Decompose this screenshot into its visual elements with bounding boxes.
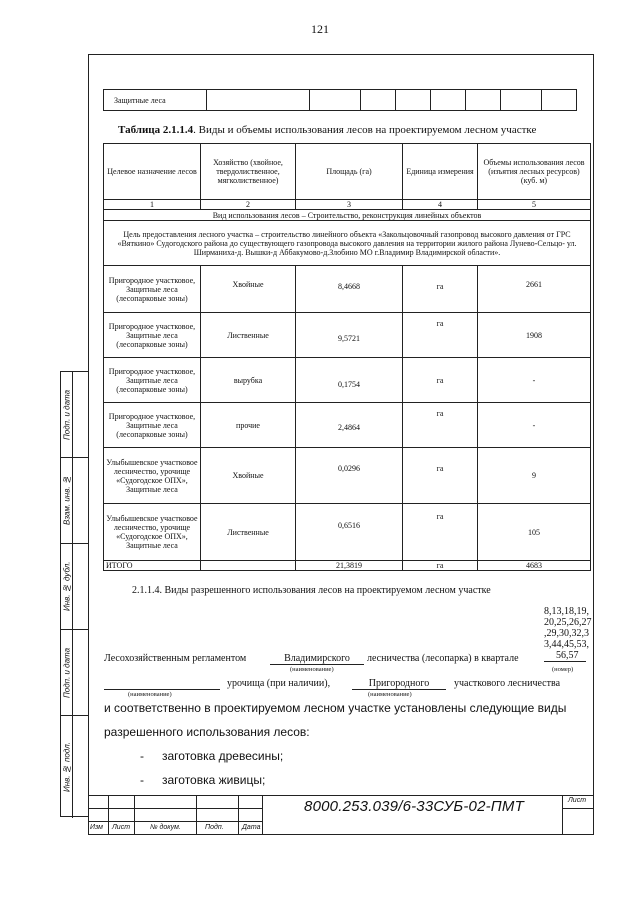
cell-purpose: Пригородное участковое, Защитные леса (лесопарковые зоны) (104, 403, 201, 448)
usage-type: Вид использования лесов – Строительство, реконструкция линейных объектов (104, 210, 591, 221)
stamp-line (108, 795, 109, 835)
total-area: 21,3819 (296, 561, 403, 571)
hint-name: (наименование) (368, 691, 412, 698)
total-label: ИТОГО (104, 561, 201, 571)
cell-purpose: Улыбышевское участковое лесничество, урочище «Судогодское ОПХ», Защитные леса (104, 448, 201, 504)
side-stamp-label-box (61, 716, 73, 818)
bullet-dash: - (140, 773, 144, 787)
side-stamp-label-box (61, 544, 73, 629)
cell-volume: - (478, 403, 591, 448)
side-stamp-label-box (61, 372, 73, 457)
table-cell (542, 90, 577, 111)
table-row (104, 90, 577, 111)
side-stamp-label: Подп. и дата (62, 647, 72, 698)
side-stamp-label: Инв. № подл. (62, 742, 72, 792)
cell-area: 8,4668 (296, 266, 403, 313)
cell-purpose: Пригородное участковое, Защитные леса (лесопарковые зоны) (104, 266, 201, 313)
table-cell (466, 90, 501, 111)
total-unit: га (403, 561, 478, 571)
stamp-col-label: Подп. (205, 824, 224, 831)
side-stamp-label: Подп. и дата (62, 389, 72, 440)
table-caption-text: . Виды и объемы использования лесов на проектируемом лесном участке (193, 124, 537, 136)
cell-volume: 105 (478, 504, 591, 561)
cell-unit: га (403, 504, 478, 561)
cell-area: 0,6516 (296, 504, 403, 561)
stamp-line (88, 821, 262, 822)
table-row (104, 266, 591, 313)
regulation-line-start: Лесохозяйственным регламентом (104, 653, 247, 664)
stamp-line (562, 795, 563, 835)
side-stamp-cell (61, 716, 89, 818)
header-area: Площадь (га) (296, 144, 403, 200)
section-heading: 2.1.1.4. Виды разрешенного использования лесов на проектируемом лесном участке (132, 585, 491, 596)
col-number: 5 (478, 200, 591, 210)
cell-type: Хвойные (201, 448, 296, 504)
stamp-col-label: Дата (242, 824, 261, 831)
header-volume: Объемы использования лесов (изъятия лесных ресурсов) (куб. м) (478, 144, 591, 200)
cell-volume: 9 (478, 448, 591, 504)
table-caption-label: Таблица 2.1.1.4 (118, 124, 194, 136)
hint-number: (номер) (552, 666, 574, 673)
usage-type-row (104, 210, 591, 221)
table-row (104, 403, 591, 448)
cell-volume: 2661 (478, 266, 591, 313)
cell-type: Лиственные (201, 313, 296, 358)
blank-line (104, 689, 220, 690)
usage-purpose: Цель предоставления лесного участка – строительство линейного объекта «Закольцовочный газопровод высокого давления от ГРС «Вяткино» Судогодского района до существующего газопровода высокого давления на территории жилого района Лунево-Сельцо- ул. Ширманиха-д. Вышки-д Аббакумово-д.Злобино МО г.Владимир Владимирской области». (104, 221, 591, 266)
header-purpose: Целевое назначение лесов (104, 144, 201, 200)
total-row (104, 561, 591, 571)
cell-unit: га (403, 313, 478, 358)
district-name: Пригородного (352, 678, 446, 690)
stamp-col-label: Изм (90, 824, 103, 831)
cell-type: Лиственные (201, 504, 296, 561)
table-number-row (104, 200, 591, 210)
side-stamp-cell (61, 458, 89, 544)
table-cell (396, 90, 431, 111)
stamp-line (262, 795, 263, 835)
hint-name: (наименование) (128, 691, 172, 698)
table-cell: Защитные леса (104, 90, 207, 111)
header-type: Хозяйство (хвойное, твердолиственное, мягколиственное) (201, 144, 296, 200)
side-stamp-label-box (61, 630, 73, 715)
cell-volume: - (478, 358, 591, 403)
cell-area: 0,0296 (296, 448, 403, 504)
table-cell (310, 90, 361, 111)
cell-area: 0,1754 (296, 358, 403, 403)
quarter-line: ,29,30,32,3 (544, 628, 589, 639)
paragraph-line: разрешенного использования лесов: (104, 725, 310, 739)
cell-volume: 1908 (478, 313, 591, 358)
tract-text: урочища (при наличии), (227, 678, 331, 689)
quarter-numbers (544, 606, 594, 662)
cell-area: 2,4864 (296, 403, 403, 448)
table-cell (501, 90, 542, 111)
stamp-line (134, 795, 135, 835)
side-stamp (60, 371, 88, 817)
col-number: 3 (296, 200, 403, 210)
cell-unit: га (403, 358, 478, 403)
cell-unit: га (403, 448, 478, 504)
cell-type: прочие (201, 403, 296, 448)
col-number: 2 (201, 200, 296, 210)
stamp-col-label: № докум. (150, 824, 181, 831)
side-stamp-label-box (61, 458, 73, 543)
regulation-line-mid: лесничества (лесопарка) в квартале (367, 653, 519, 664)
cell-area: 9,5721 (296, 313, 403, 358)
list-item (140, 773, 265, 787)
table-header-row (104, 144, 591, 200)
stamp-line (238, 795, 239, 835)
side-stamp-cell (61, 630, 89, 716)
quarter-line: 56,57 (544, 650, 586, 662)
table-cell (201, 561, 296, 571)
side-stamp-cell (61, 372, 89, 458)
stamp-line (562, 808, 594, 809)
sheet-label: Лист (568, 797, 587, 804)
forestry-name: Владимирского (270, 653, 364, 665)
cell-unit: га (403, 403, 478, 448)
cell-type: вырубка (201, 358, 296, 403)
table-cell (361, 90, 396, 111)
document-number: 8000.253.039/6-33СУБ-02-ПМТ (304, 798, 524, 815)
bullet-dash: - (140, 749, 144, 763)
quarter-line: 8,13,18,19, (544, 606, 589, 617)
list-item-text: заготовка живицы; (162, 773, 266, 787)
title-block (88, 795, 594, 835)
cell-purpose: Пригородное участковое, Защитные леса (лесопарковые зоны) (104, 358, 201, 403)
district-text: участкового лесничества (454, 678, 561, 689)
side-stamp-cell (61, 544, 89, 630)
quarter-line: 3,44,45,53, (544, 639, 589, 650)
table-row (104, 504, 591, 561)
table-row (104, 358, 591, 403)
cell-purpose: Пригородное участковое, Защитные леса (лесопарковые зоны) (104, 313, 201, 358)
stamp-line (88, 808, 262, 809)
stamp-line (196, 795, 197, 835)
stamp-col-label: Лист (112, 824, 131, 831)
continuation-table (103, 89, 577, 111)
page-number: 121 (311, 22, 329, 36)
list-item (140, 749, 283, 763)
side-stamp-label: Инв. № дубл. (62, 561, 72, 612)
col-number: 4 (403, 200, 478, 210)
col-number: 1 (104, 200, 201, 210)
list-item-text: заготовка древесины; (162, 749, 284, 763)
side-stamp-label: Взам. инв. № (62, 475, 72, 526)
table-row (104, 313, 591, 358)
table-cell (207, 90, 310, 111)
stamp-line (88, 795, 594, 796)
hint-name: (наименование) (290, 666, 334, 673)
table-row (104, 448, 591, 504)
table-cell (431, 90, 466, 111)
paragraph-line: и соответственно в проектируемом лесном участке установлены следующие виды (104, 701, 567, 715)
quarter-line: 20,25,26,27 (544, 617, 592, 628)
cell-purpose: Улыбышевское участковое лесничество, урочище «Судогодское ОПХ», Защитные леса (104, 504, 201, 561)
header-unit: Единица измерения (403, 144, 478, 200)
purpose-row (104, 221, 591, 266)
table-caption (118, 124, 536, 136)
total-volume: 4683 (478, 561, 591, 571)
cell-type: Хвойные (201, 266, 296, 313)
cell-unit: га (403, 266, 478, 313)
forest-usage-table (103, 143, 591, 571)
